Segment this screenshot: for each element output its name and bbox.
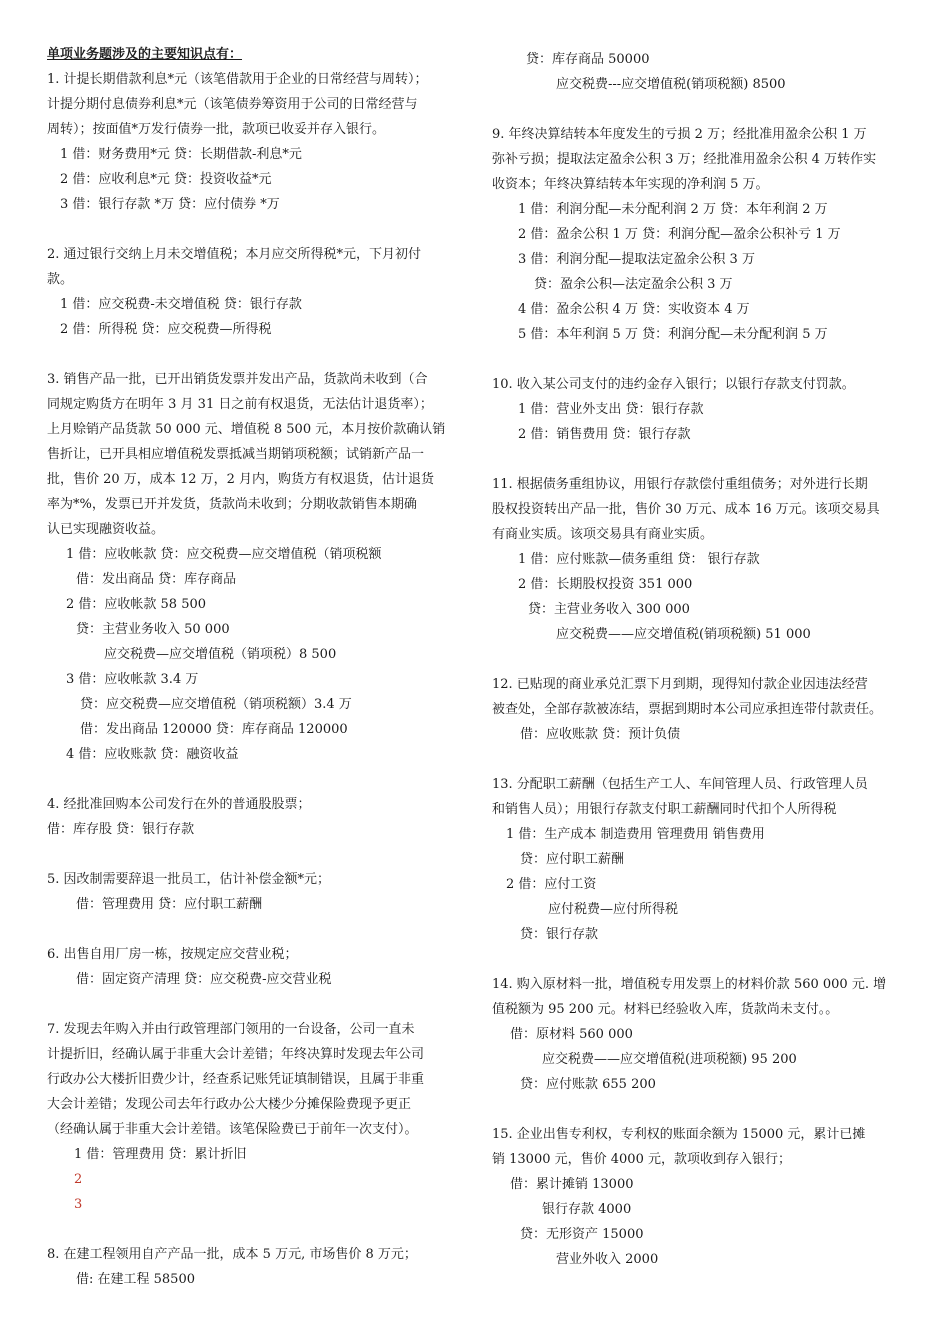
text-line: 14. 购入原材料一批，增值税专用发票上的材料价款 560 000 元. 增 — [492, 977, 887, 992]
text-line: 5 借：本年利润 5 万 贷：利润分配—未分配利润 5 万 — [518, 327, 828, 342]
text-line: 款。 — [47, 272, 74, 287]
text-line: 应交税费——应交增值税(进项税额) 95 200 — [542, 1052, 797, 1067]
text-line: 11. 根据债务重组协议，用银行存款偿付重组债务；对外进行长期 — [492, 477, 868, 492]
text-line: （经确认属于非重大会计差错。该笔保险费已于前年一次支付）。 — [47, 1122, 418, 1137]
text-line: 借：发出商品 120000 贷：库存商品 120000 — [80, 722, 348, 737]
text-line: 4 借：应收账款 贷：融资收益 — [66, 747, 239, 762]
text-line: 1 借：管理费用 贷：累计折旧 — [74, 1147, 247, 1162]
text-line: 值税额为 95 200 元。材料已经验收入库，货款尚未支付。。 — [492, 1002, 839, 1017]
text-line: 借：原材料 560 000 — [510, 1027, 633, 1042]
text-line: 率为*%，发票已开并发货，货款尚未收到；分期收款销售本期确 — [47, 497, 417, 512]
text-line: 3 — [74, 1197, 83, 1212]
text-line: 1 借：应付账款—债务重组 贷： 银行存款 — [518, 552, 760, 567]
text-line: 5. 因改制需要辞退一批员工，估计补偿金额*元； — [47, 872, 331, 887]
text-line: 和销售人员）；用银行存款支付职工薪酬同时代扣个人所得税 — [492, 802, 837, 817]
text-line: 3 借：银行存款 *万 贷：应付债券 *万 — [60, 197, 280, 212]
text-line: 借：累计摊销 13000 — [510, 1177, 634, 1192]
text-line: 应交税费---应交增值税(销项税额) 8500 — [556, 77, 786, 92]
text-line: 4 借：盈余公积 4 万 贷：实收资本 4 万 — [518, 302, 750, 317]
text-line: 行政办公大楼折旧费少计，经查系记账凭证填制错误，且属于非重 — [47, 1072, 425, 1087]
text-line: 借：固定资产清理 贷：应交税费-应交营业税 — [76, 972, 332, 987]
text-line: 13. 分配职工薪酬（包括生产工人、车间管理人员、行政管理人员 — [492, 777, 868, 792]
text-line: 同规定购货方在明年 3 月 31 日之前有权退货，无法估计退货率）； — [47, 397, 433, 412]
text-line: 3 借：利润分配—提取法定盈余公积 3 万 — [518, 252, 755, 267]
text-line: 贷：银行存款 — [520, 927, 599, 942]
text-line: 4. 经批准回购本公司发行在外的普通股股票； — [47, 797, 311, 812]
text-line: 计提分期付息债券利息*元（该笔债券筹资用于公司的日常经营与 — [47, 97, 418, 112]
text-line: 1 借：财务费用*元 贷：长期借款-利息*元 — [60, 147, 302, 162]
text-line: 贷：无形资产 15000 — [520, 1227, 644, 1242]
text-line: 借：应收账款 贷：预计负债 — [520, 727, 681, 742]
text-line: 1 借：营业外支出 贷：银行存款 — [518, 402, 704, 417]
text-line: 借：管理费用 贷：应付职工薪酬 — [76, 897, 263, 912]
text-line: 贷：应付账款 655 200 — [520, 1077, 656, 1092]
text-line: 计提折旧，经确认属于非重大会计差错；年终决算时发现去年公司 — [47, 1047, 425, 1062]
text-line: 1 借：应收帐款 贷：应交税费—应交增值税（销项税额 — [66, 547, 382, 562]
text-line: 贷：库存商品 50000 — [526, 52, 650, 67]
text-line: 12. 已贴现的商业承兑汇票下月到期，现得知付款企业因违法经营 — [492, 677, 868, 692]
text-line: 15. 企业出售专利权，专利权的账面余额为 15000 元，累计已摊 — [492, 1127, 866, 1142]
text-line: 3. 销售产品一批，已开出销货发票并发出产品，货款尚未收到（合 — [47, 372, 428, 387]
text-line: 售折让，已开具相应增值税发票抵减当期销项税额；试销新产品一 — [47, 447, 425, 462]
text-line: 7. 发现去年购入并由行政管理部门领用的一台设备，公司一直未 — [47, 1022, 415, 1037]
text-line: 2 借：长期股权投资 351 000 — [518, 577, 693, 592]
text-line: 1 借：生产成本 制造费用 管理费用 销售费用 — [506, 827, 765, 842]
text-line: 2 借：盈余公积 1 万 贷：利润分配—盈余公积补亏 1 万 — [518, 227, 841, 242]
text-line: 借: 在建工程 58500 — [76, 1272, 195, 1287]
text-line: 2 借：应付工资 — [506, 877, 597, 892]
text-line: 应付税费—应付所得税 — [548, 902, 679, 917]
text-line: 借：库存股 贷：银行存款 — [47, 822, 195, 837]
text-line: 8. 在建工程领用自产产品一批，成本 5 万元, 市场售价 8 万元； — [47, 1247, 417, 1262]
text-line: 2 — [74, 1172, 83, 1187]
text-line: 贷：主营业务收入 300 000 — [528, 602, 690, 617]
text-line: 认已实现融资收益。 — [47, 522, 165, 537]
text-line: 贷：应交税费—应交增值税（销项税额）3.4 万 — [80, 697, 352, 712]
text-line: 2. 通过银行交纳上月未交增值税；本月应交所得税*元，下月初付 — [47, 247, 422, 262]
text-line: 贷：主营业务收入 50 000 — [76, 622, 230, 637]
text-line: 弥补亏损；提取法定盈余公积 3 万；经批准用盈余公积 4 万转作实 — [492, 152, 877, 167]
text-line: 6. 出售自用厂房一栋，按规定应交营业税； — [47, 947, 298, 962]
text-line: 10. 收入某公司支付的违约金存入银行；以银行存款支付罚款。 — [492, 377, 855, 392]
document-title: 单项业务题涉及的主要知识点有： — [47, 47, 243, 62]
text-line: 营业外收入 2000 — [556, 1252, 659, 1267]
text-line: 股权投资转出产品一批，售价 30 万元、成本 16 万元。该项交易具 — [492, 502, 880, 517]
text-line: 1. 计提长期借款利息*元（该笔借款用于企业的日常经营与周转）； — [47, 72, 428, 87]
text-line: 3 借：应收帐款 3.4 万 — [66, 672, 199, 687]
text-line: 被查处，全部存款被冻结，票据到期时本公司应承担连带付款责任。 — [492, 702, 883, 717]
text-line: 1 借：利润分配—未分配利润 2 万 贷：本年利润 2 万 — [518, 202, 828, 217]
text-line: 2 借：销售费用 贷：银行存款 — [518, 427, 691, 442]
text-line: 收资本；年终决算结转本年实现的净利润 5 万。 — [492, 177, 769, 192]
text-line: 应交税费—应交增值税（销项税）8 500 — [104, 647, 337, 662]
text-line: 贷：应付职工薪酬 — [520, 852, 625, 867]
text-line: 有商业实质。该项交易具有商业实质。 — [492, 527, 714, 542]
text-line: 2 借：应收利息*元 贷：投资收益*元 — [60, 172, 272, 187]
text-line: 批，售价 20 万，成本 12 万，2 月内，购货方有权退货，估计退货 — [47, 472, 435, 487]
text-line: 应交税费——应交增值税(销项税额) 51 000 — [556, 627, 811, 642]
text-line: 2 借：所得税 贷：应交税费—所得税 — [60, 322, 272, 337]
text-line: 2 借：应收帐款 58 500 — [66, 597, 207, 612]
text-line: 9. 年终决算结转本年度发生的亏损 2 万；经批准用盈余公积 1 万 — [492, 127, 867, 142]
text-line: 周转）；按面值*万发行债券一批，款项已收妥并存入银行。 — [47, 122, 386, 137]
text-line: 借：发出商品 贷：库存商品 — [76, 572, 237, 587]
text-line: 销 13000 元，售价 4000 元，款项收到存入银行； — [492, 1152, 791, 1167]
text-line: 上月赊销产品货款 50 000 元、增值税 8 500 元，本月按价款确认销 — [47, 422, 446, 437]
text-line: 银行存款 4000 — [542, 1202, 632, 1217]
text-line: 贷：盈余公积—法定盈余公积 3 万 — [534, 277, 733, 292]
text-line: 大会计差错；发现公司去年行政办公大楼少分摊保险费现予更正 — [47, 1097, 412, 1112]
text-line: 1 借：应交税费-未交增值税 贷：银行存款 — [60, 297, 302, 312]
